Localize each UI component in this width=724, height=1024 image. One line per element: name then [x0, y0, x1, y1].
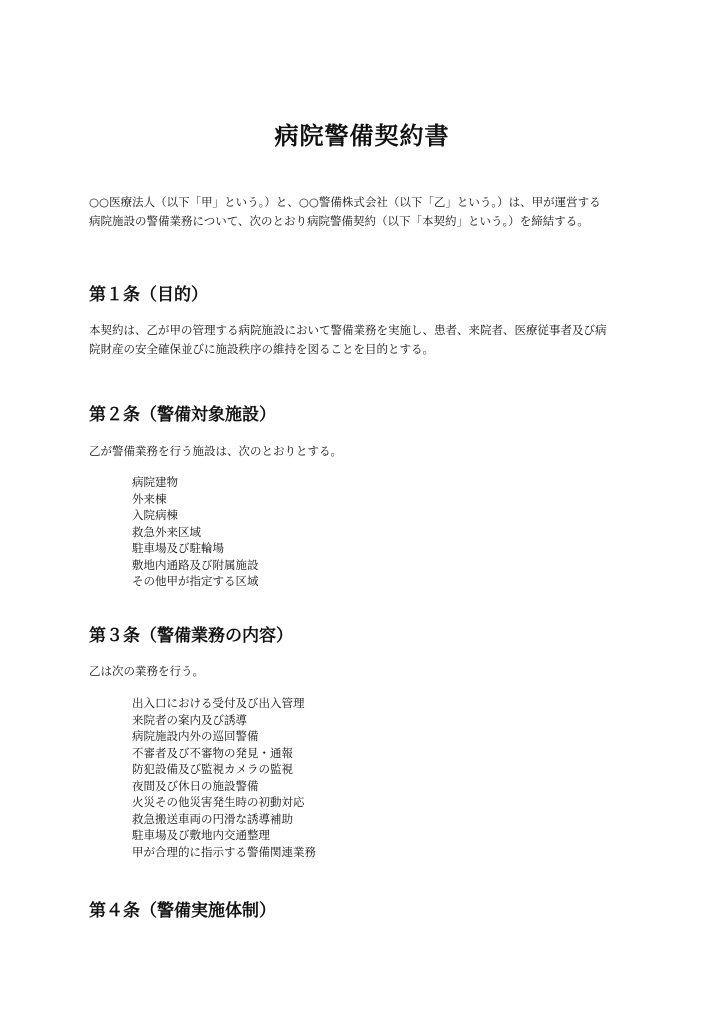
document-title: 病院警備契約書	[274, 122, 450, 150]
intro-line: 病院施設の警備業務について、次のとおり病院警備契約（以下「本契約」という。）を締結する。	[89, 214, 589, 228]
list-item: 救急外来区域	[132, 524, 201, 539]
intro-paragraph	[89, 193, 649, 231]
intro-line: ○○医療法人（以下「甲」という。）と、○○警備株式会社（以下「乙」という。）は、甲が運営する	[89, 195, 601, 209]
list-item: 防犯設備及び監視カメラの監視	[132, 762, 293, 776]
article-2-facility-list	[132, 474, 259, 590]
list-item: 出入口における受付及び出入管理	[132, 696, 305, 710]
list-item: 火災その他災害発生時の初動対応	[132, 795, 305, 809]
article-3-heading: 第３条（警備業務の内容）	[89, 626, 293, 646]
article-1-body-line: 本契約は、乙が甲の管理する病院施設において警備業務を実施し、患者、来院者、医療従事者及び病	[89, 323, 607, 337]
article-2-heading: 第２条（警備対象施設）	[89, 405, 276, 425]
list-item: 駐車場及び駐輪場	[132, 541, 224, 555]
article-3-body: 乙は次の業務を行う。	[89, 664, 204, 678]
list-item: 病院建物	[132, 475, 178, 489]
article-1-body-line: 院財産の安全確保並びに施設秩序の維持を図ることを目的とする。	[89, 342, 434, 356]
list-item: 夜間及び休日の施設警備	[132, 778, 259, 793]
list-item: 救急搬送車両の円滑な誘導補助	[132, 811, 293, 826]
list-item: 病院施設内外の巡回警備	[132, 729, 259, 743]
article-4-heading: 第４条（警備実施体制）	[89, 901, 276, 921]
list-item: その他甲が指定する区域	[132, 574, 259, 588]
list-item: 敷地内通路及び附属施設	[132, 557, 259, 572]
article-3-duty-list	[132, 695, 316, 860]
list-item: 甲が合理的に指示する警備関連業務	[132, 844, 316, 859]
list-item: 入院病棟	[132, 508, 178, 522]
article-1-heading: 第１条（目的）	[89, 285, 208, 305]
list-item: 不審者及び不審物の発見・通報	[132, 745, 293, 760]
list-item: 外来棟	[132, 491, 167, 506]
article-2-body: 乙が警備業務を行う施設は、次のとおりとする。	[89, 444, 342, 458]
list-item: 駐車場及び敷地内交通整理	[132, 828, 270, 842]
list-item: 来院者の案内及び誘導	[132, 712, 247, 727]
article-1-body	[89, 321, 649, 359]
